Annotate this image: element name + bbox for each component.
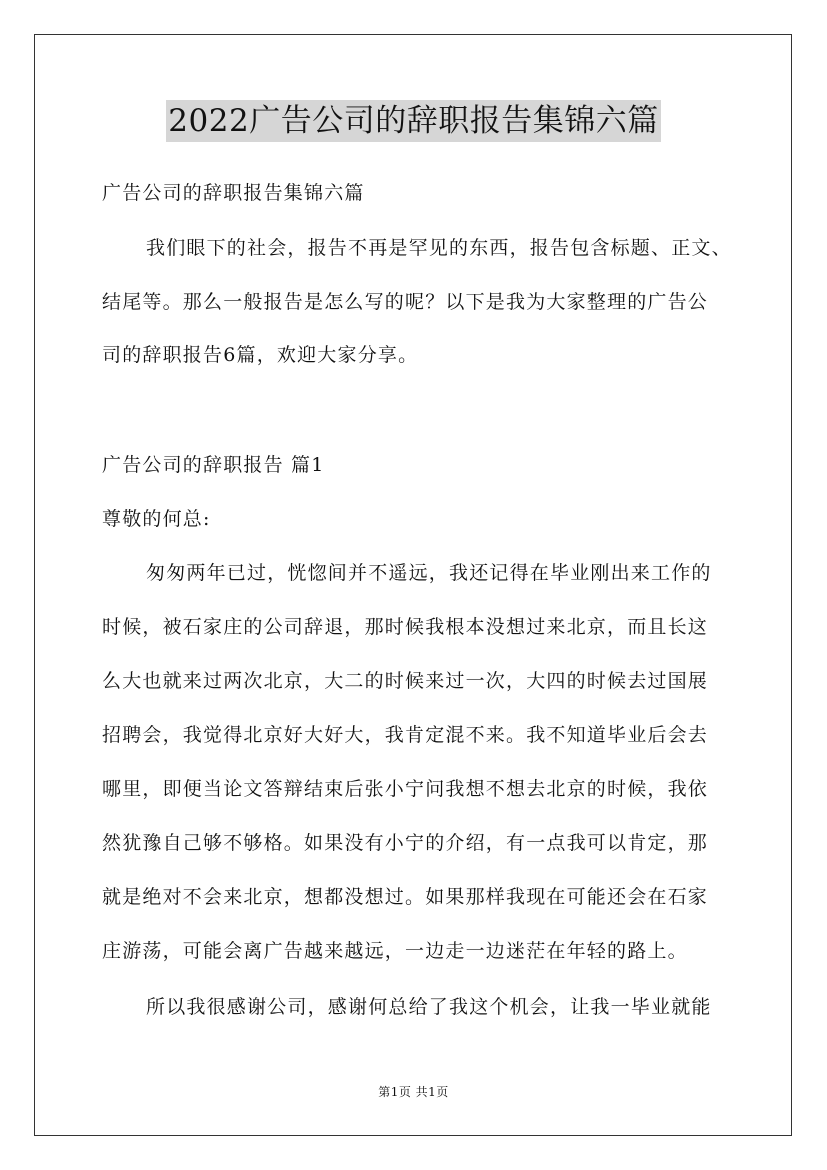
page-footer: 第1页 共1页 [378, 1085, 449, 1099]
section-heading: 广告公司的辞职报告 篇1 [102, 454, 325, 476]
document-title: 2022广告公司的辞职报告集锦六篇 [166, 100, 660, 142]
title-wrapper [0, 100, 827, 142]
intro-line-3: 司的辞职报告6篇，欢迎大家分享。 [102, 344, 419, 366]
salutation: 尊敬的何总: [102, 508, 211, 530]
para1-line-2: 时候，被石家庄的公司辞退，那时候我根本没想过来北京，而且长这 [102, 616, 709, 638]
para1-line-5: 哪里，即便当论文答辩结束后张小宁问我想不想去北京的时候，我依 [102, 778, 709, 800]
para1-line-4: 招聘会，我觉得北京好大好大，我肯定混不来。我不知道毕业后会去 [102, 724, 709, 746]
para2-line-1: 所以我很感谢公司，感谢何总给了我这个机会，让我一毕业就能 [146, 996, 712, 1018]
intro-line-2: 结尾等。那么一般报告是怎么写的呢？以下是我为大家整理的广告公 [102, 291, 709, 313]
para1-line-6: 然犹豫自己够不够格。如果没有小宁的介绍，有一点我可以肯定，那 [102, 832, 709, 854]
para1-line-3: 么大也就来过两次北京，大二的时候来过一次，大四的时候去过国展 [102, 670, 709, 692]
subtitle: 广告公司的辞职报告集锦六篇 [102, 182, 365, 204]
para1-line-7: 就是绝对不会来北京，想都没想过。如果那样我现在可能还会在石家 [102, 886, 709, 908]
intro-line-1: 我们眼下的社会，报告不再是罕见的东西，报告包含标题、正文、 [146, 237, 732, 259]
para1-line-8: 庄游荡，可能会离广告越来越远，一边走一边迷茫在年轻的路上。 [102, 940, 688, 962]
para1-line-1: 匆匆两年已过，恍惚间并不遥远，我还记得在毕业刚出来工作的 [146, 562, 712, 584]
